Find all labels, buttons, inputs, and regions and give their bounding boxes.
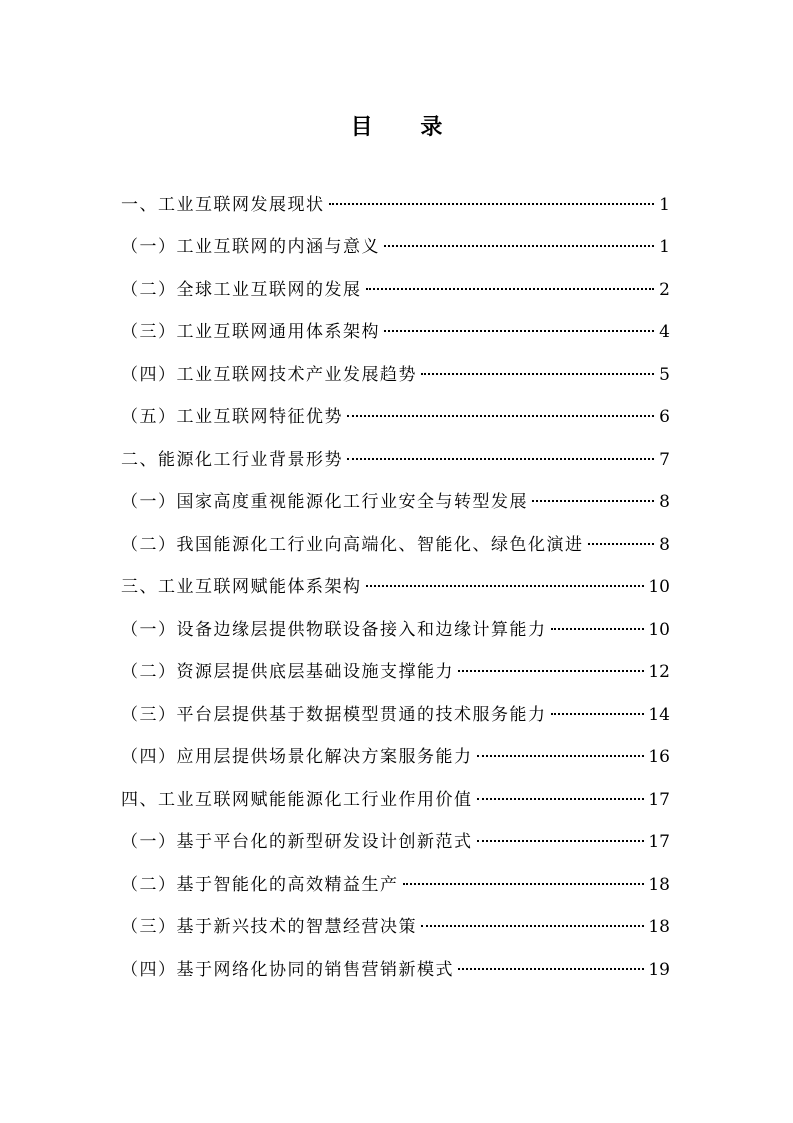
toc-entry-label: （三）基于新兴技术的智慧经营决策 bbox=[121, 917, 417, 937]
toc-entry[interactable] bbox=[121, 767, 672, 810]
toc-entry[interactable] bbox=[121, 640, 672, 683]
toc-entry-page-number: 14 bbox=[648, 704, 670, 725]
toc-entry-label: （二）资源层提供底层基础设施支撑能力 bbox=[121, 662, 454, 682]
toc-entry[interactable] bbox=[121, 937, 672, 980]
toc-entry-page-number: 10 bbox=[648, 619, 670, 640]
toc-entry-page-number: 5 bbox=[659, 364, 670, 385]
toc-entry[interactable] bbox=[121, 257, 672, 300]
toc-dot-leader bbox=[551, 713, 645, 715]
toc-title: 目 录 bbox=[350, 115, 463, 140]
toc-entry-label: （三）工业互联网通用体系架构 bbox=[121, 322, 380, 342]
toc-entry[interactable] bbox=[121, 597, 672, 640]
toc-dot-leader bbox=[403, 883, 645, 885]
toc-dot-leader bbox=[458, 670, 644, 672]
toc-entry-label: （三）平台层提供基于数据模型贯通的技术服务能力 bbox=[121, 704, 547, 725]
toc-entry-label: （二）我国能源化工行业向高端化、智能化、绿色化演进 bbox=[121, 534, 584, 555]
toc-entry[interactable] bbox=[121, 342, 672, 385]
toc-entry-page-number: 18 bbox=[648, 917, 670, 937]
toc-entry-page-number: 1 bbox=[659, 194, 670, 215]
toc-dot-leader bbox=[551, 628, 645, 630]
toc-entry-label: 二、能源化工行业背景形势 bbox=[121, 449, 343, 470]
toc-dot-leader bbox=[384, 245, 654, 247]
toc-entry-label: （一）设备边缘层提供物联设备接入和边缘计算能力 bbox=[121, 619, 547, 640]
toc-entry-label: （四）基于网络化协同的销售营销新模式 bbox=[121, 959, 454, 980]
toc-entry-label: （一）国家高度重视能源化工行业安全与转型发展 bbox=[121, 492, 528, 512]
toc-dot-leader bbox=[347, 458, 654, 460]
toc-dot-leader bbox=[421, 925, 644, 927]
toc-dot-leader bbox=[366, 585, 645, 587]
toc-entry[interactable] bbox=[121, 810, 672, 853]
toc-dot-leader bbox=[347, 415, 654, 417]
toc-entry[interactable] bbox=[121, 852, 672, 895]
toc-entry[interactable] bbox=[121, 682, 672, 725]
toc-dot-leader bbox=[458, 968, 644, 970]
toc-entry-page-number: 7 bbox=[659, 449, 670, 470]
toc-entry-page-number: 19 bbox=[648, 959, 670, 980]
toc-entry[interactable] bbox=[121, 725, 672, 768]
toc-entry[interactable] bbox=[121, 215, 672, 258]
toc-entry[interactable] bbox=[121, 300, 672, 343]
toc-entry-label: （二）全球工业互联网的发展 bbox=[121, 279, 362, 300]
toc-entry-label: 四、工业互联网赋能能源化工行业作用价值 bbox=[121, 789, 473, 810]
toc-entry-label: （一）工业互联网的内涵与意义 bbox=[121, 237, 380, 257]
toc-entry-page-number: 12 bbox=[648, 662, 670, 682]
toc-entry-page-number: 16 bbox=[648, 747, 670, 767]
toc-entry-label: （一）基于平台化的新型研发设计创新范式 bbox=[121, 832, 473, 852]
toc-entry-page-number: 4 bbox=[659, 322, 670, 342]
toc-dot-leader bbox=[421, 373, 654, 375]
toc-entry-page-number: 2 bbox=[659, 279, 670, 300]
toc-list bbox=[121, 172, 672, 980]
toc-entry-page-number: 1 bbox=[659, 237, 670, 257]
toc-entry-label: （四）工业互联网技术产业发展趋势 bbox=[121, 364, 417, 385]
toc-entry-page-number: 17 bbox=[648, 789, 670, 810]
toc-entry[interactable] bbox=[121, 172, 672, 215]
toc-dot-leader bbox=[384, 330, 654, 332]
toc-entry-label: 三、工业互联网赋能体系架构 bbox=[121, 577, 362, 597]
toc-entry[interactable] bbox=[121, 555, 672, 598]
toc-entry-page-number: 8 bbox=[659, 534, 670, 555]
toc-entry-label: （二）基于智能化的高效精益生产 bbox=[121, 874, 399, 895]
toc-entry-page-number: 17 bbox=[648, 832, 670, 852]
toc-dot-leader bbox=[477, 798, 645, 800]
toc-entry-label: （四）应用层提供场景化解决方案服务能力 bbox=[121, 747, 473, 767]
toc-entry[interactable] bbox=[121, 470, 672, 513]
toc-entry[interactable] bbox=[121, 895, 672, 938]
toc-entry[interactable] bbox=[121, 512, 672, 555]
toc-entry-page-number: 6 bbox=[659, 407, 670, 427]
toc-dot-leader bbox=[532, 500, 654, 502]
toc-dot-leader bbox=[477, 840, 645, 842]
toc-entry-page-number: 10 bbox=[648, 577, 670, 597]
toc-entry-page-number: 8 bbox=[659, 492, 670, 512]
toc-entry[interactable] bbox=[121, 427, 672, 470]
toc-dot-leader bbox=[366, 288, 655, 290]
toc-entry-page-number: 18 bbox=[648, 874, 670, 895]
toc-dot-leader bbox=[588, 543, 655, 545]
toc-dot-leader bbox=[329, 203, 655, 205]
toc-dot-leader bbox=[477, 755, 645, 757]
toc-entry-label: 一、工业互联网发展现状 bbox=[121, 194, 325, 215]
toc-entry-label: （五）工业互联网特征优势 bbox=[121, 407, 343, 427]
toc-entry[interactable] bbox=[121, 385, 672, 428]
